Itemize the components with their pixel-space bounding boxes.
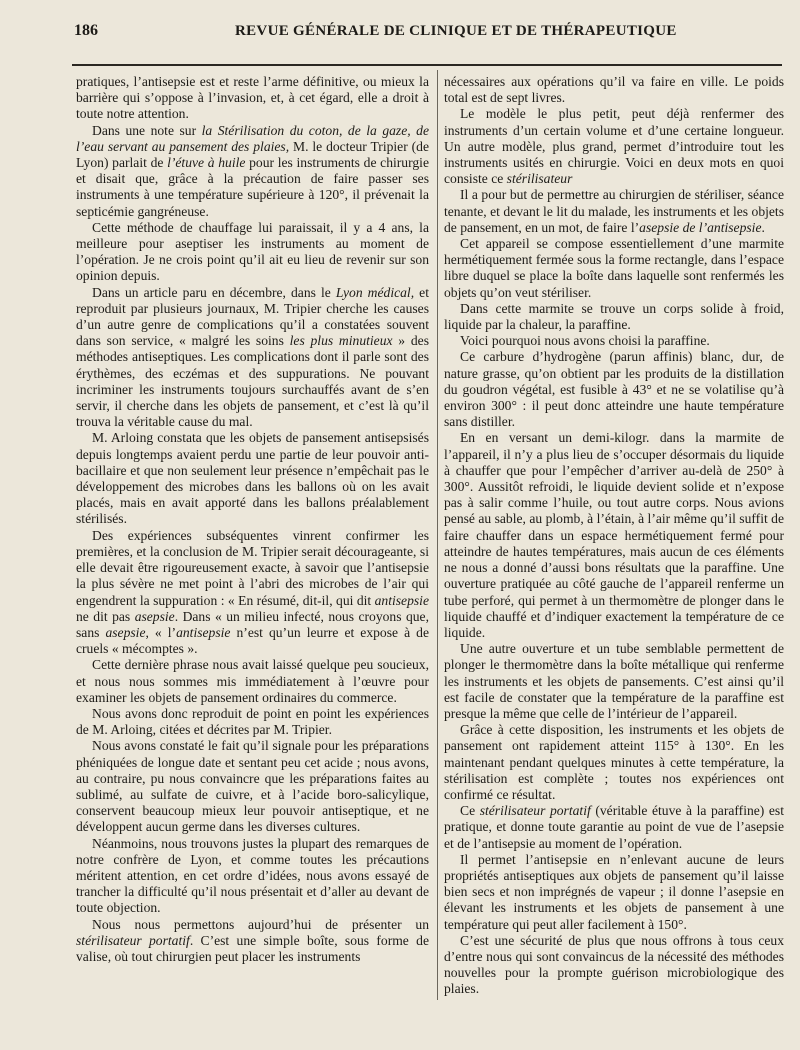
page-header xyxy=(70,20,778,44)
text-run: ne dit pas xyxy=(76,608,135,624)
text-run: (véritable étuve à la paraffine) est pratique, et donne toute garantie au point de vue de l’asepsie et de l’antisepsie au moment de l’opération. xyxy=(444,803,785,851)
italic-text: asepsie de l’antisepsie xyxy=(639,219,762,235)
column-divider xyxy=(437,70,438,1000)
italic-text: la Stérilisation du coton, de la gaze, de l’eau servant au pansement des plaies, xyxy=(76,122,429,154)
text-run: Ce carbure d’hydrogène (parun affinis) blanc, dur, de nature grasse, qu’on obtient par les produits de la distillation du goudron végétal, est fusible à 43° et ne se volatilise qu’à environ 300° : il peut donc atteindre une haute température sans distiller. xyxy=(444,349,784,430)
paragraph xyxy=(76,917,429,966)
text-run: , « l’ xyxy=(145,624,177,640)
text-run: Voici pourquoi nous avons choisi la paraffine. xyxy=(460,333,710,349)
italic-text: Lyon médical, xyxy=(335,284,415,300)
text-run: Ce xyxy=(460,803,480,819)
paragraph xyxy=(76,123,429,220)
running-title: REVUE GÉNÉRALE DE CLINIQUE ET DE THÉRAPEUTIQUE xyxy=(235,23,677,39)
left-column xyxy=(76,74,429,965)
text-run: et reproduit par plusieurs journaux, M. Tripier cherche les causes d’un autre genre de complications qu’il a constatées souvent dans son service, « malgré les soins xyxy=(76,284,429,349)
text-run: . C’est une simple boîte, sous forme de valise, où tout chirurgien peut placer les instruments xyxy=(76,932,429,964)
paragraph xyxy=(444,722,784,803)
paragraph xyxy=(76,706,429,738)
paragraph xyxy=(444,641,784,722)
text-run: Nous avons donc reproduit de point en point les expériences de M. Arloing, citées et décrites par M. Tripier. xyxy=(76,705,429,738)
paragraph xyxy=(444,349,784,430)
text-run: Il a pour but de permettre au chirurgien de stériliser, séance tenante, et devant le lit du malade, les instruments et les objets de pansement, en un mot, de faire l’ xyxy=(444,187,784,235)
text-run: nécessaires aux opérations qu’il va faire en ville. Le poids total est de sept livres. xyxy=(444,74,784,106)
page-number: 186 xyxy=(74,22,98,39)
text-run: Cette dernière phrase nous avait laissé quelque peu soucieux, et nous nous sommes mis immédiatement à l’œuvre pour examiner les objets de pansement ordinaires du commerce. xyxy=(76,657,429,705)
italic-text: stérilisateur xyxy=(506,171,573,187)
paragraph xyxy=(76,657,429,706)
paragraph xyxy=(76,528,429,658)
text-run: Dans cette marmite se trouve un corps solide à froid, liquide par la chaleur, la paraffine. xyxy=(444,300,784,333)
text-run: n’est qu’un leurre et expose à de cruels « mécomptes ». xyxy=(76,624,430,657)
italic-text: asepsie xyxy=(134,608,175,624)
text-run: C’est une sécurité de plus que nous offrons à tous ceux d’entre nous qui sont convaincus de la nécessité des méthodes nouvelles pour la prompte guérison microbiologique des plaies. xyxy=(444,932,784,997)
text-run: Cette méthode de chauffage lui paraissait, il y a 4 ans, la meilleure pour aseptiser les instruments au moment de l’opération. Je ne crois point qu’il ait eu lieu de revenir sur son opinion depuis. xyxy=(76,219,429,284)
header-rule xyxy=(72,64,782,66)
paragraph xyxy=(444,803,784,852)
text-run: Des expériences subséquentes vinrent confirmer les premières, et la conclusion de M. Tripier serait décourageante, si elle devait être rigoureusement exacte, à savoir que l’antisepsie la plus sévère ne met point à l’abri des microbes de l’air qui engendrent la suppuration : « En résumé, dit-il, qui dit xyxy=(76,527,429,608)
italic-text: stérilisateur portatif xyxy=(76,932,190,948)
paragraph xyxy=(76,74,429,123)
paragraph xyxy=(444,333,784,349)
italic-text: les plus minutieux xyxy=(289,333,393,349)
text-run: M. Arloing constata que les objets de pansement antisepsisés depuis longtemps avaient perdu une partie de leur pouvoir anti-bacillaire et que non seulement leur présence n’empêchait pas le développement des microbes dans les ballons où on les avait placés, mais en avait apporté dans les ballons préalablement stérilisés. xyxy=(76,430,429,527)
italic-text: antisepsie xyxy=(374,592,429,608)
text-run: Le modèle le plus petit, peut déjà renfermer des instruments d’un certain volume et d’une certaine longueur. Un autre modèle, plus grand, permet d’introduire tout les instruments usités en chirurgie. Voici en deux mots en quoi consiste ce xyxy=(444,106,784,187)
text-run: Dans une note sur xyxy=(92,122,202,138)
text-run: Dans un article paru en décembre, dans le xyxy=(92,284,336,300)
paragraph xyxy=(444,301,784,333)
text-run: . xyxy=(761,219,765,235)
text-run: Une autre ouverture et un tube semblable permettent de plonger le thermomètre dans la boîte métallique qui renferme les instruments et les objets de pansements. C’est ainsi qu’il est facile de constater que la température de la paraffine est presque la même que celle de l’intérieur de l’appareil. xyxy=(444,641,784,721)
paragraph xyxy=(444,236,784,301)
text-run: Grâce à cette disposition, les instruments et les objets de pansement ont rapidement atteint 115° à 130°. En les maintenant pendant quelques minutes à cette température, la stérilisation est complète ; toutes nos expériences ont confirmé ce résultat. xyxy=(444,722,784,802)
text-run: M. le docteur Tripier (de Lyon) parlait de xyxy=(76,138,429,171)
paragraph xyxy=(76,430,429,527)
italic-text: asepsie xyxy=(105,624,146,640)
paragraph xyxy=(76,285,429,431)
text-run: pour les instruments de chirurgie et disait que, grâce à la précaution de faire passer ses instruments à une température supérieure à 120°, il prévenait la septicémie gangréneuse. xyxy=(76,155,429,219)
text-run: Nous nous permettons aujourd’hui de présenter un xyxy=(92,916,429,932)
paragraph xyxy=(76,220,429,285)
paragraph xyxy=(444,852,784,933)
text-run: Néanmoins, nous trouvons justes la plupart des remarques de notre confrère de Lyon, et comme toutes les précautions méritent attention, en cet ordre d’idées, nous avons essayé de trancher la difficulté qu’il nous présentait et d’aller au devant de toute objection. xyxy=(76,835,429,916)
paragraph xyxy=(444,106,784,187)
italic-text: stérilisateur portatif xyxy=(479,803,591,819)
paragraph xyxy=(444,74,784,106)
paragraph xyxy=(444,933,784,998)
paragraph xyxy=(444,430,784,641)
paragraph xyxy=(76,738,429,835)
text-run: Cet appareil se compose essentiellement d’une marmite hermétiquement fermée sous la forme rectangle, dans l’espace libre duquel se place la boîte dans laquelle sont renfermés les objets qu’on veut stériliser. xyxy=(444,236,784,300)
text-run: En en versant un demi-kilogr. dans la marmite de l’appareil, il n’y a plus lieu de s’occuper désormais du liquide à chauffer que pour l’empêcher d’arriver au-delà de 250° à 300°. Aussitôt refroidi, le liquide devient solide et n’expose pas à salir comme l’huile, ou tout autre corps. Nous avions pensé au sable, au plomb, à l’étain, à l’air même qu’il suffit de faire chauffer dans un espace hermétiquement fermé pour atteindre de hautes températures, mais aucun de ces éléments ne nous a donné d’aussi bons résultats que la paraffine. Une ouverture pratiquée au côté gauche de l’appareil renferme un tube perforé, qui permet à un thermomètre de plonger dans le liquide chauffé et d’indiquer exactement la température de ce liquide. xyxy=(444,430,784,640)
italic-text: antisepsie xyxy=(176,624,231,640)
paragraph xyxy=(76,836,429,917)
text-run: . Dans « un milieu infecté, nous croyons que, sans xyxy=(76,608,429,640)
right-column xyxy=(444,74,784,998)
text-run: » des méthodes antiseptiques. Les complications dont il parle sont des érythèmes, des eczémas et des suppurations. Ne pouvant incriminer les instruments toujours surchauffés avant de s’en servir, il cherche dans les objets de pansement, et c’est là qu’il trouva la véritable cause du mal. xyxy=(76,333,429,430)
text-run: Nous avons constaté le fait qu’il signale pour les préparations phéniquées de longue date et sentant peu cet acide ; nous avons, au contraire, pu nous convaincre que les préparations faites au sublimé, au sulfate de cuivre, et à l’acide boro-salicylique, conservent beaucoup mieux leur pouvoir antiseptique, et ne développent aucun germe dans les diverses cultures. xyxy=(76,738,429,835)
paragraph xyxy=(444,187,784,236)
text-run: pratiques, l’antisepsie est et reste l’arme définitive, ou mieux la barrière qui s’oppose à l’invasion, et, à cet égard, elle a droit à toute notre attention. xyxy=(76,74,429,122)
italic-text: l’étuve à huile xyxy=(167,155,246,171)
text-run: Il permet l’antisepsie en n’enlevant aucune de leurs propriétés antiseptiques aux objets de pansement qu’il laisse bien secs et non imprégnés de vapeur ; il donne l’asepsie en élevant les instruments et les objets de pansement à une température qui peut aller facilement à 150°. xyxy=(444,851,784,932)
